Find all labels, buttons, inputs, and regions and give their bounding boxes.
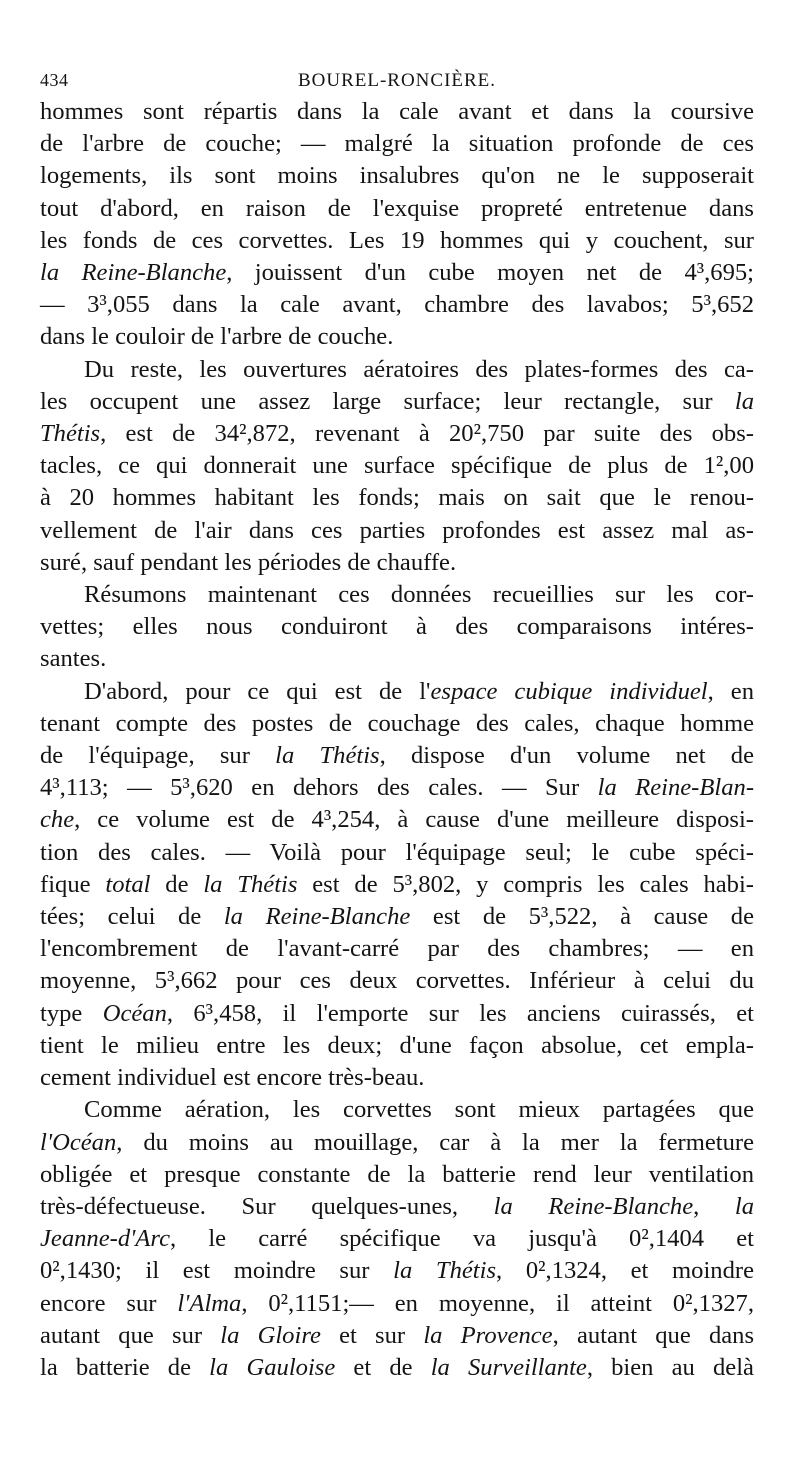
text-line: de l'équipage, sur la Thétis, dispose d'un volume net de [40, 742, 754, 770]
text-line: D'abord, pour ce qui est de l'espace cubique individuel, en [84, 677, 754, 705]
text-line: Du reste, les ouvertures aératoires des plates-formes des ca- [84, 355, 754, 383]
text-line: fique total de la Thétis est de 5³,802, y compris les cales habi- [40, 870, 754, 898]
text-line: — 3³,055 dans la cale avant, chambre des lavabos; 5³,652 [40, 291, 754, 319]
text-line: l'Océan, du moins au mouillage, car à la mer la fermeture [40, 1128, 754, 1156]
text-line: logements, ils sont moins insalubres qu'on ne le supposerait [40, 162, 754, 190]
text-line: moyenne, 5³,662 pour ces deux corvettes. Inférieur à celui du [40, 967, 754, 995]
text-line: che, ce volume est de 4³,254, à cause d'une meilleure disposi- [40, 806, 754, 834]
text-line: tient le milieu entre les deux; d'une façon absolue, cet empla- [40, 1031, 754, 1059]
text-line: tout d'abord, en raison de l'exquise propreté entretenue dans [40, 194, 754, 222]
text-line: vellement de l'air dans ces parties profondes est assez mal as- [40, 516, 754, 544]
text-line: la Reine-Blanche, jouissent d'un cube moyen net de 4³,695; [40, 259, 754, 287]
text-line: de l'arbre de couche; — malgré la situation profonde de ces [40, 130, 754, 158]
text-line: Jeanne-d'Arc, le carré spécifique va jusqu'à 0²,1404 et [40, 1225, 754, 1253]
text-line: cement individuel est encore très-beau. [40, 1064, 425, 1092]
text-line: tenant compte des postes de couchage des cales, chaque homme [40, 709, 754, 737]
text-line: vettes; elles nous conduiront à des comparaisons intéres- [40, 613, 754, 641]
text-line: Comme aération, les corvettes sont mieux partagées que [84, 1096, 754, 1124]
text-line: les occupent une assez large surface; leur rectangle, sur la [40, 387, 754, 415]
text-line: dans le couloir de l'arbre de couche. [40, 323, 394, 351]
text-line: l'encombrement de l'avant-carré par des chambres; — en [40, 935, 754, 963]
page-number: 434 [40, 70, 69, 90]
text-line: type Océan, 6³,458, il l'emporte sur les anciens cuirassés, et [40, 999, 754, 1027]
book-page [40, 62, 754, 1384]
text-line: autant que sur la Gloire et sur la Provence, autant que dans [40, 1321, 755, 1349]
text-line: santes. [40, 645, 107, 673]
text-line: Thétis, est de 34²,872, revenant à 20²,750 par suite des obs- [40, 420, 754, 448]
body-text [40, 96, 754, 1384]
text-line: encore sur l'Alma, 0²,1151;— en moyenne, il atteint 0²,1327, [40, 1289, 754, 1317]
text-line: tion des cales. — Voilà pour l'équipage seul; le cube spéci- [40, 838, 754, 866]
text-line: obligée et presque constante de la batterie rend leur ventilation [40, 1160, 754, 1188]
running-head [40, 62, 754, 96]
text-line: hommes sont répartis dans la cale avant et dans la coursive [40, 98, 754, 125]
text-line: 0²,1430; il est moindre sur la Thétis, 0²,1324, et moindre [40, 1257, 754, 1285]
text-line: suré, sauf pendant les périodes de chauffe. [40, 548, 457, 576]
text-line: 4³,113; — 5³,620 en dehors des cales. — Sur la Reine-Blan- [40, 774, 755, 802]
text-line: à 20 hommes habitant les fonds; mais on sait que le renou- [40, 484, 754, 512]
text-line: la batterie de la Gauloise et de la Surveillante, bien au delà [40, 1353, 754, 1381]
text-line: Résumons maintenant ces données recueillies sur les cor- [84, 581, 754, 609]
text-line: tées; celui de la Reine-Blanche est de 5³,522, à cause de [40, 903, 754, 931]
text-line: tacles, ce qui donnerait une surface spécifique de plus de 1²,00 [40, 452, 754, 480]
text-line: très-défectueuse. Sur quelques-unes, la Reine-Blanche, la [40, 1192, 755, 1220]
running-title: BOUREL-RONCIÈRE. [297, 70, 497, 91]
text-line: les fonds de ces corvettes. Les 19 hommes qui y couchent, sur [40, 226, 754, 254]
